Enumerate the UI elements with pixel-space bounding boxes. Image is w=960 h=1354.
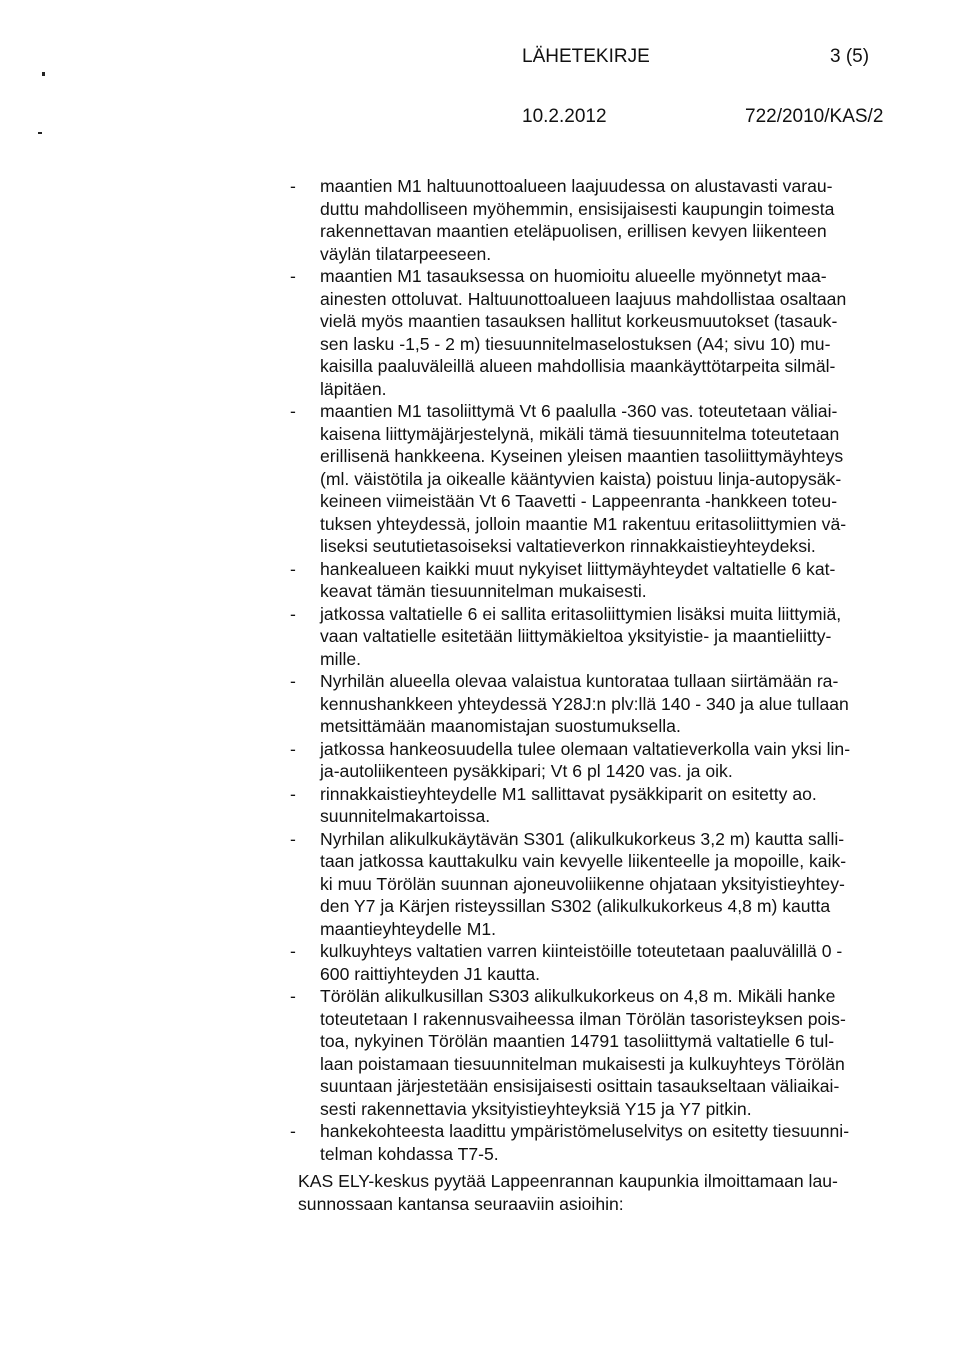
bullet-dash: - — [290, 783, 296, 804]
text-line: maantien M1 tasauksessa on huomioitu alueelle myönnetyt maa- — [320, 266, 827, 286]
text-line: sunnossaan kantansa seuraaviin asioihin: — [298, 1193, 624, 1214]
scan-mark — [42, 72, 45, 76]
text-line: vielä myös maantien tasauksen hallitut korkeusmuutokset (tasauk- — [320, 311, 838, 331]
text-line: hankealueen kaikki muut nykyiset liittymäyhteydet valtatielle 6 kat- — [320, 558, 836, 579]
text-line: läpitäen. — [320, 378, 387, 399]
document-date: 10.2.2012 — [522, 106, 607, 127]
list-item — [290, 400, 915, 558]
list-item — [290, 265, 915, 400]
bullet-dash: - — [290, 558, 296, 579]
text-line: väylän tilatarpeeseen. — [320, 243, 492, 264]
text-line: laan poistamaan tiesuunnitelman mukaisesti ja kulkuyhteys Törölän — [320, 1053, 845, 1074]
text-line: ainesten ottoluvat. Haltuunottoalueen laajuus mahdollistaa osaltaan — [320, 288, 847, 309]
list-item — [290, 783, 915, 828]
text-line: keavat tämän tiesuunnitelman mukaisesti. — [320, 581, 647, 601]
text-line: duttu mahdolliseen myöhemmin, ensisijaisesti kaupungin toimesta — [320, 198, 835, 219]
text-line: maantien M1 haltuunottoalueen laajuudessa on alustavasti varau- — [320, 176, 833, 196]
text-line: telman kohdassa T7-5. — [320, 1143, 499, 1164]
text-line: KAS ELY-keskus pyytää Lappeenrannan kaupunkia ilmoittamaan lau- — [298, 1171, 838, 1191]
text-line: rakennettavan maantien eteläpuolisen, erillisen kevyen liikenteen — [320, 221, 827, 241]
text-line: (ml. väistötila ja oikealle kääntyvien kaista) poistuu linja-autopysäk- — [320, 468, 842, 489]
text-line: taan jatkossa kauttakulku vain kevyelle liikenteelle ja mopoille, kaik- — [320, 851, 847, 871]
list-item — [290, 738, 915, 783]
document-reference: 722/2010/KAS/2 — [745, 106, 884, 127]
list-item — [290, 558, 915, 603]
list-item — [290, 603, 915, 671]
bullet-dash: - — [290, 986, 296, 1006]
text-line: Nyrhilän alueella olevaa valaistua kuntorataa tullaan siirtämään ra- — [320, 671, 839, 691]
text-line: vaan valtatielle esitetään liittymäkieltoa yksityistie- ja maantieliitty- — [320, 626, 832, 646]
text-line: erillisenä hankkeena. Kyseinen yleisen maantien tasoliittymäyhteys — [320, 446, 844, 466]
bullet-list — [290, 175, 915, 1165]
text-line: liseksi seututietasoiseksi valtatieverkon rinnakkaistieyhteydeksi. — [320, 536, 816, 556]
text-line: kennushankkeen yhteydessä Y28J:n plv:llä 140 - 340 ja alue tullaan — [320, 693, 849, 714]
text-line: 600 raittiyhteyden J1 kautta. — [320, 963, 541, 984]
text-line: maantien M1 tasoliittymä Vt 6 paalulla -360 vas. toteutetaan väliai- — [320, 401, 838, 421]
text-line: den Y7 ja Kärjen risteyssillan S302 (alikulkukorkeus 4,8 m) kautta — [320, 896, 831, 916]
text-line: sesti rakennettavia yksityistieyhteyksiä Y15 ja Y7 pitkin. — [320, 1098, 752, 1119]
list-item — [290, 1120, 915, 1165]
bullet-dash: - — [290, 941, 296, 961]
text-line: metsittämään maanomistajan suostumuksella. — [320, 716, 681, 736]
bullet-dash: - — [290, 671, 296, 691]
bullet-dash: - — [290, 176, 296, 196]
text-line: toa, nykyinen Törölän maantien 14791 tasoliittymä valtatielle 6 tul- — [320, 1031, 835, 1051]
bullet-dash: - — [290, 603, 296, 624]
text-line: tuksen yhteydessä, jolloin maantie M1 rakentuu eritasoliittymien vä- — [320, 513, 847, 534]
list-item — [290, 670, 915, 738]
text-line: toteutetaan I rakennusvaiheessa ilman Törölän tasoristeyksen pois- — [320, 1008, 846, 1029]
page-number: 3 (5) — [830, 46, 870, 67]
text-line: jatkossa hankeosuudella tulee olemaan valtatieverkolla vain yksi lin- — [320, 738, 851, 759]
text-line: kaisena liittymäjärjestelynä, mikäli tämä tiesuunnitelma toteutetaan — [320, 423, 840, 444]
text-line: kaisilla paaluväleillä alueen mahdollisia maankäyttötarpeita silmäl- — [320, 356, 836, 376]
bullet-dash: - — [290, 401, 296, 421]
text-line: maantieyhteydelle M1. — [320, 918, 497, 939]
scan-mark — [38, 132, 42, 134]
list-item — [290, 985, 915, 1120]
text-line: ki muu Törölän suunnan ajoneuvoliikenne ohjataan yksityistieyhtey- — [320, 873, 845, 894]
text-line: rinnakkaistieyhteydelle M1 sallittavat pysäkkiparit on esitetty ao. — [320, 783, 817, 804]
text-line: jatkossa valtatielle 6 ei sallita eritasoliittymien lisäksi muita liittymiä, — [320, 603, 842, 624]
text-line: suuntaan järjestetään ensisijaisesti osittain tasaukseltaan väliaikai- — [320, 1076, 840, 1096]
text-line: keineen viimeistään Vt 6 Taavetti - Lappeenranta -hankkeen toteu- — [320, 491, 838, 511]
text-line: sen lasku -1,5 - 2 m) tiesuunnitelmaselostuksen (A4; sivu 10) mu- — [320, 333, 831, 354]
list-item — [290, 175, 915, 265]
bullet-dash: - — [290, 828, 296, 849]
text-line: suunnitelmakartoissa. — [320, 806, 491, 826]
bullet-dash: - — [290, 1121, 296, 1141]
document-type: LÄHETEKIRJE — [522, 46, 650, 67]
list-item — [290, 940, 915, 985]
closing-paragraph — [298, 1170, 918, 1215]
text-line: mille. — [320, 648, 362, 669]
bullet-dash: - — [290, 266, 296, 286]
text-line: Nyrhilan alikulkukäytävän S301 (alikulkukorkeus 3,2 m) kautta salli- — [320, 828, 845, 849]
text-line: hankekohteesta laadittu ympäristömeluselvitys on esitetty tiesuunni- — [320, 1121, 850, 1141]
text-line: ja-autoliikenteen pysäkkipari; Vt 6 pl 1420 vas. ja oik. — [320, 761, 733, 781]
text-line: kulkuyhteys valtatien varren kiinteistöille toteutetaan paaluvälillä 0 - — [320, 941, 843, 961]
text-line: Törölän alikulkusillan S303 alikulkukorkeus on 4,8 m. Mikäli hanke — [320, 986, 836, 1006]
bullet-dash: - — [290, 738, 296, 759]
list-item — [290, 828, 915, 941]
